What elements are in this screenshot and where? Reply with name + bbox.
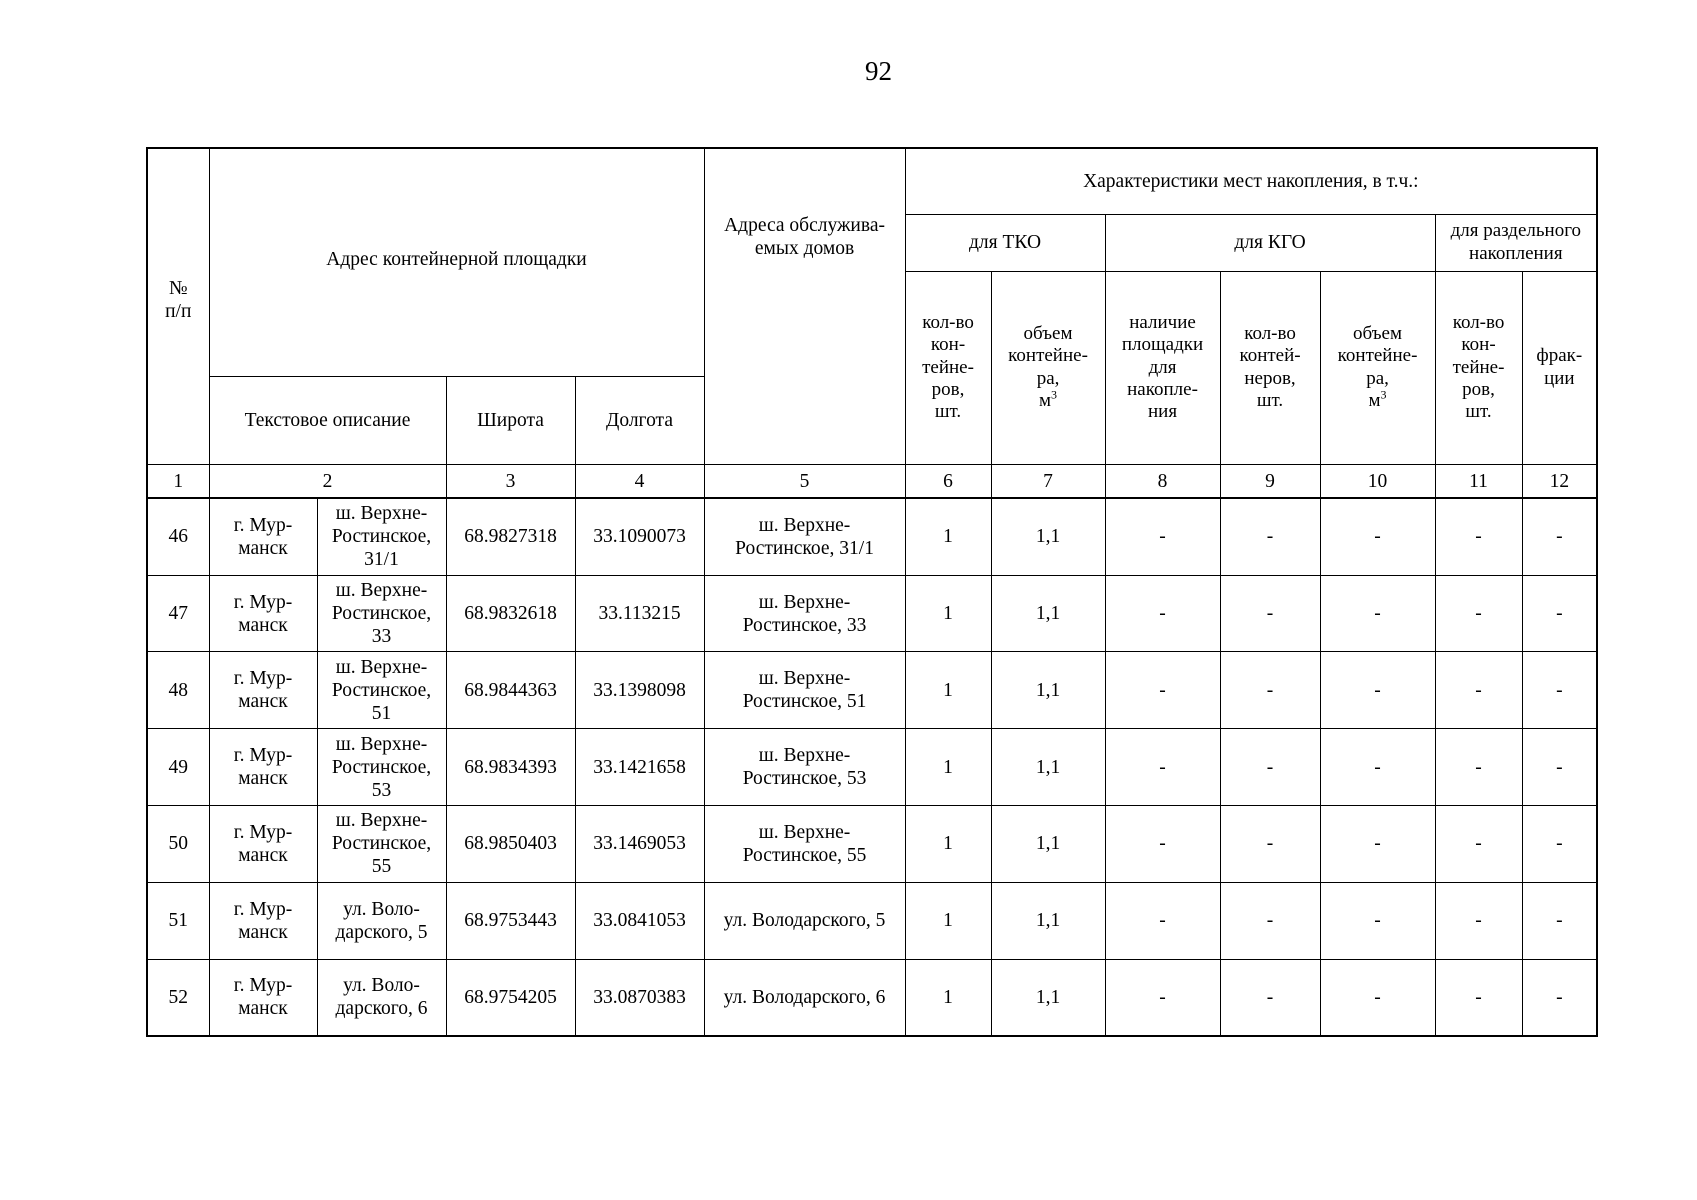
table-row: [147, 882, 1597, 959]
header-tko-volume: [991, 271, 1105, 465]
cell-city: г. Мур- манск: [209, 729, 317, 806]
cell-longitude: 33.0870383: [575, 959, 704, 1036]
header-tko-volume-text: объем контейне- ра, м: [1008, 323, 1088, 412]
header-kgo-volume-text: объем контейне- ра, м: [1337, 323, 1418, 412]
cell-tko-volume: 1,1: [991, 959, 1105, 1036]
cell-tko-volume: 1,1: [991, 806, 1105, 883]
header-kgo-site: наличие площадки для накопле- ния: [1105, 271, 1220, 465]
cell-kgo-site: -: [1105, 806, 1220, 883]
cell-sep-fractions: -: [1522, 806, 1597, 883]
cell-row-number: 52: [147, 959, 209, 1036]
cell-kgo-volume: -: [1320, 652, 1435, 729]
cell-kgo-count: -: [1220, 498, 1320, 575]
cell-tko-count: 1: [905, 882, 991, 959]
cell-city: г. Мур- манск: [209, 806, 317, 883]
cell-kgo-site: -: [1105, 882, 1220, 959]
cell-city: г. Мур- манск: [209, 498, 317, 575]
cell-kgo-count: -: [1220, 959, 1320, 1036]
cell-text-description: ул. Воло- дарского, 6: [317, 959, 446, 1036]
table-row: [147, 652, 1597, 729]
cell-text-description: ул. Воло- дарского, 5: [317, 882, 446, 959]
column-number: 12: [1522, 465, 1597, 499]
cell-tko-volume: 1,1: [991, 498, 1105, 575]
cell-tko-count: 1: [905, 498, 991, 575]
cell-row-number: 49: [147, 729, 209, 806]
cell-kgo-volume: -: [1320, 882, 1435, 959]
cell-city: г. Мур- манск: [209, 959, 317, 1036]
header-text-description: Текстовое описание: [209, 376, 446, 464]
column-number: 1: [147, 465, 209, 499]
table-row: [147, 959, 1597, 1036]
cell-served-address: ул. Володарского, 6: [704, 959, 905, 1036]
cell-row-number: 51: [147, 882, 209, 959]
cell-text-description: ш. Верхне- Ростинское, 33: [317, 575, 446, 652]
cell-sep-fractions: -: [1522, 498, 1597, 575]
column-number: 5: [704, 465, 905, 499]
table-row: [147, 729, 1597, 806]
cell-sep-fractions: -: [1522, 729, 1597, 806]
cell-kgo-count: -: [1220, 729, 1320, 806]
cell-kgo-volume: -: [1320, 729, 1435, 806]
cell-longitude: 33.113215: [575, 575, 704, 652]
cell-tko-count: 1: [905, 959, 991, 1036]
cell-kgo-volume: -: [1320, 806, 1435, 883]
cell-longitude: 33.1421658: [575, 729, 704, 806]
header-for-kgo: для КГО: [1105, 214, 1435, 271]
cell-city: г. Мур- манск: [209, 575, 317, 652]
cell-sep-fractions: -: [1522, 575, 1597, 652]
cell-latitude: 68.9754205: [446, 959, 575, 1036]
header-tko-volume-sup: 3: [1051, 387, 1058, 402]
cell-row-number: 48: [147, 652, 209, 729]
container-sites-table: [146, 147, 1598, 1037]
header-tko-count: кол-во кон- тейне- ров, шт.: [905, 271, 991, 465]
cell-latitude: 68.9834393: [446, 729, 575, 806]
cell-row-number: 50: [147, 806, 209, 883]
cell-served-address: ш. Верхне- Ростинское, 53: [704, 729, 905, 806]
cell-text-description: ш. Верхне- Ростинское, 53: [317, 729, 446, 806]
cell-text-description: ш. Верхне- Ростинское, 31/1: [317, 498, 446, 575]
cell-sep-fractions: -: [1522, 882, 1597, 959]
cell-tko-count: 1: [905, 806, 991, 883]
cell-served-address: ш. Верхне- Ростинское, 55: [704, 806, 905, 883]
cell-tko-count: 1: [905, 729, 991, 806]
cell-served-address: ш. Верхне- Ростинское, 31/1: [704, 498, 905, 575]
column-number: 3: [446, 465, 575, 499]
cell-kgo-volume: -: [1320, 498, 1435, 575]
column-number: 11: [1435, 465, 1522, 499]
cell-latitude: 68.9827318: [446, 498, 575, 575]
column-number: 8: [1105, 465, 1220, 499]
table-row: [147, 806, 1597, 883]
header-container-address: Адрес контейнерной площадки: [209, 148, 704, 376]
cell-tko-count: 1: [905, 575, 991, 652]
header-for-tko: для ТКО: [905, 214, 1105, 271]
column-number-row: [147, 465, 1597, 499]
cell-longitude: 33.0841053: [575, 882, 704, 959]
table-row: [147, 575, 1597, 652]
cell-kgo-site: -: [1105, 959, 1220, 1036]
cell-sep-count: -: [1435, 882, 1522, 959]
cell-kgo-volume: -: [1320, 959, 1435, 1036]
cell-longitude: 33.1090073: [575, 498, 704, 575]
cell-sep-count: -: [1435, 959, 1522, 1036]
cell-sep-count: -: [1435, 729, 1522, 806]
header-sep-count: кол-во кон- тейне- ров, шт.: [1435, 271, 1522, 465]
cell-sep-fractions: -: [1522, 652, 1597, 729]
cell-tko-volume: 1,1: [991, 729, 1105, 806]
cell-kgo-site: -: [1105, 652, 1220, 729]
column-number: 2: [209, 465, 446, 499]
header-kgo-count: кол-во контей- неров, шт.: [1220, 271, 1320, 465]
cell-tko-volume: 1,1: [991, 882, 1105, 959]
cell-sep-fractions: -: [1522, 959, 1597, 1036]
cell-latitude: 68.9844363: [446, 652, 575, 729]
cell-row-number: 47: [147, 575, 209, 652]
cell-sep-count: -: [1435, 498, 1522, 575]
cell-latitude: 68.9850403: [446, 806, 575, 883]
header-characteristics: Характеристики мест накопления, в т.ч.:: [905, 148, 1597, 214]
cell-text-description: ш. Верхне- Ростинское, 55: [317, 806, 446, 883]
cell-row-number: 46: [147, 498, 209, 575]
cell-kgo-count: -: [1220, 806, 1320, 883]
cell-latitude: 68.9753443: [446, 882, 575, 959]
cell-tko-volume: 1,1: [991, 575, 1105, 652]
cell-longitude: 33.1398098: [575, 652, 704, 729]
cell-kgo-count: -: [1220, 652, 1320, 729]
header-kgo-volume: [1320, 271, 1435, 465]
cell-city: г. Мур- манск: [209, 882, 317, 959]
header-latitude: Широта: [446, 376, 575, 464]
header-num: № п/п: [147, 148, 209, 465]
cell-kgo-volume: -: [1320, 575, 1435, 652]
column-number: 7: [991, 465, 1105, 499]
cell-tko-count: 1: [905, 652, 991, 729]
column-number: 6: [905, 465, 991, 499]
cell-text-description: ш. Верхне- Ростинское, 51: [317, 652, 446, 729]
cell-sep-count: -: [1435, 575, 1522, 652]
page-number: 92: [865, 56, 892, 86]
column-number: 10: [1320, 465, 1435, 499]
cell-kgo-site: -: [1105, 575, 1220, 652]
cell-kgo-site: -: [1105, 498, 1220, 575]
cell-served-address: ш. Верхне- Ростинское, 33: [704, 575, 905, 652]
cell-tko-volume: 1,1: [991, 652, 1105, 729]
cell-longitude: 33.1469053: [575, 806, 704, 883]
header-served-addresses: Адреса обслужива- емых домов: [704, 148, 905, 465]
column-number: 9: [1220, 465, 1320, 499]
header-longitude: Долгота: [575, 376, 704, 464]
cell-latitude: 68.9832618: [446, 575, 575, 652]
table-row: [147, 498, 1597, 575]
cell-served-address: ш. Верхне- Ростинское, 51: [704, 652, 905, 729]
header-kgo-volume-sup: 3: [1380, 387, 1387, 402]
cell-city: г. Мур- манск: [209, 652, 317, 729]
header-for-separate: для раздельного накопления: [1435, 214, 1597, 271]
cell-sep-count: -: [1435, 652, 1522, 729]
cell-served-address: ул. Володарского, 5: [704, 882, 905, 959]
cell-kgo-count: -: [1220, 882, 1320, 959]
cell-kgo-site: -: [1105, 729, 1220, 806]
column-number: 4: [575, 465, 704, 499]
header-sep-fractions: фрак- ции: [1522, 271, 1597, 465]
cell-sep-count: -: [1435, 806, 1522, 883]
cell-kgo-count: -: [1220, 575, 1320, 652]
